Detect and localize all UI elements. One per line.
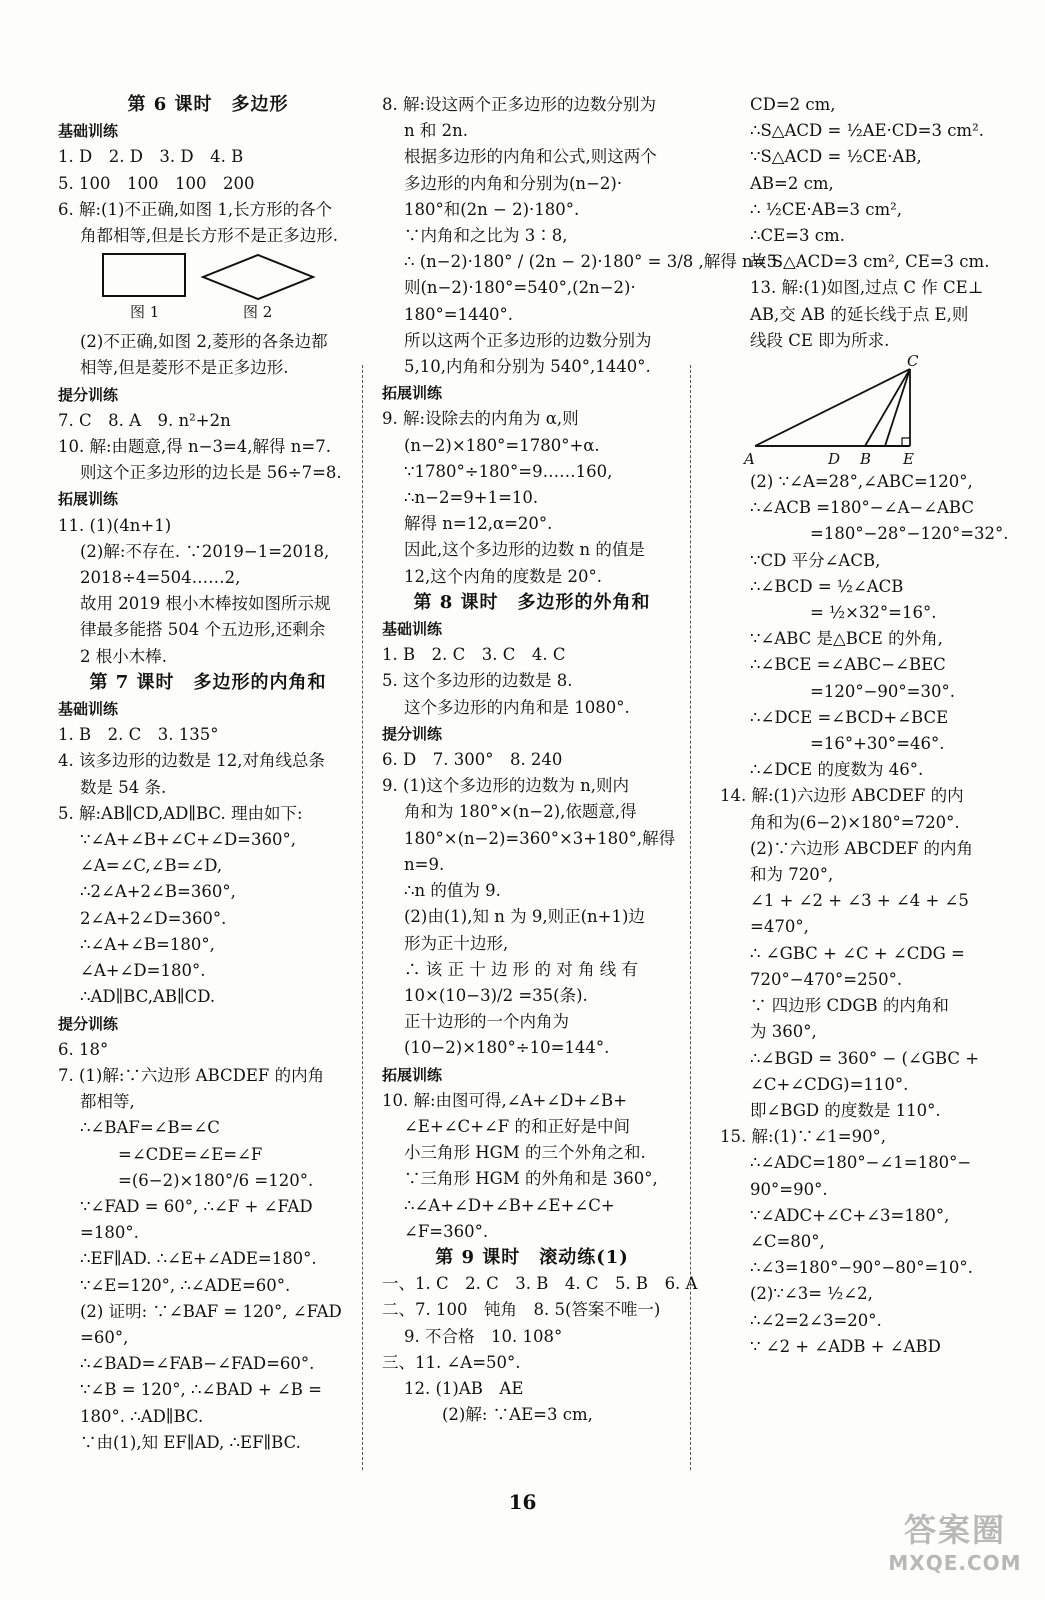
answer-line: (10−2)×180°÷10=144°. (404, 1038, 610, 1058)
answer-line: ∴∠BCD = ½∠ACB (750, 576, 904, 596)
answer-line: ∴∠BCE =∠ABC−∠BEC (750, 655, 946, 675)
answer-line: ∵三角形 HGM 的外角和是 360°, (404, 1169, 658, 1189)
answer-line: 13. 解:(1)如图,过点 C 作 CE⊥ (750, 278, 984, 298)
answer-line: 10. 解:由题意,得 n−3=4,解得 n=7. (58, 437, 331, 457)
answer-line: 5. 100 100 100 200 (58, 173, 255, 193)
rectangle-shape (103, 254, 185, 296)
section-improve: 提分训练 (382, 724, 443, 743)
answer-line: 9. 解:设除去的内角为 α,则 (382, 409, 579, 429)
column-divider-1 (362, 365, 363, 1470)
point-e-label: E (903, 450, 914, 469)
answer-line: 14. 解:(1)六边形 ABCDEF 的内 (720, 786, 964, 806)
answer-line: 6. D 7. 300° 8. 240 (382, 750, 563, 770)
answer-line: (2)解: ∵AE=3 cm, (442, 1405, 593, 1425)
answer-line: ∵∠E=120°, ∴∠ADE=60°. (80, 1275, 291, 1295)
point-c-label: C (907, 352, 919, 371)
answer-line: 2∠A+2∠D=360°. (80, 908, 227, 928)
answer-line: 5. 这个多边形的边数是 8. (382, 671, 573, 691)
answer-line: 线段 CE 即为所求. (750, 330, 890, 350)
answer-line: 形为正十边形, (404, 933, 509, 953)
answer-line: ∴∠ADC=180°−∠1=180°− (750, 1153, 972, 1173)
answer-line: 角和为 180°×(n−2),依题意,得 (404, 802, 637, 822)
answer-line: 为 360°, (750, 1022, 817, 1042)
answer-line: ∠1 + ∠2 + ∠3 + ∠4 + ∠5 (750, 891, 969, 911)
answer-line: ∴∠BAD=∠FAB−∠FAD=60°. (80, 1354, 315, 1374)
answer-line: 180°. ∴AD∥BC. (80, 1406, 204, 1426)
answer-line: ∴EF∥AD. ∴∠E+∠ADE=180°. (80, 1249, 317, 1269)
figure-2-caption: 图 2 (243, 303, 273, 322)
answer-line: 和为 720°, (750, 865, 834, 885)
answer-line: ∵∠A+∠B+∠C+∠D=360°, (80, 830, 296, 850)
answer-line: 1. B 2. C 3. 135° (58, 725, 219, 745)
answer-line: ∴∠BGD = 360° − (∠GBC + (750, 1048, 980, 1068)
answer-line: ∴∠DCE 的度数为 46°. (750, 760, 924, 780)
answer-line: 这个多边形的内角和是 1080°. (404, 697, 630, 717)
column-divider-2 (690, 365, 691, 1470)
answer-line: ∵∠ADC+∠C+∠3=180°, (750, 1205, 950, 1225)
answer-line: (n−2)×180°=1780°+α. (404, 435, 600, 455)
answer-line: 因此,这个多边形的边数 n 的值是 (404, 540, 645, 560)
answer-line: =180°. (80, 1223, 139, 1243)
answer-line: 正十边形的一个内角为 (404, 1012, 569, 1032)
answer-line: =120°−90°=30°. (810, 681, 955, 701)
answer-line: ∵∠ABC 是△BCE 的外角, (750, 629, 943, 649)
answer-line: 9. (1)这个多边形的边数为 n,则内 (382, 776, 629, 796)
answer-line: ∴ 该 正 十 边 形 的 对 角 线 有 (404, 959, 638, 979)
answer-line: ∴AD∥BC,AB∥CD. (80, 987, 216, 1007)
answer-line: (2) ∵∠A=28°,∠ABC=120°, (750, 472, 973, 492)
answer-line: =180°−28°−120°=32°. (810, 524, 1009, 544)
rhombus-shape (203, 255, 313, 299)
page-number: 16 (508, 1490, 537, 1514)
answer-line: 所以这两个正多边形的边数分别为 (404, 330, 652, 350)
section-extend: 拓展训练 (382, 384, 443, 403)
answer-line: ∴∠A+∠B=180°, (80, 934, 215, 954)
answer-line: n 和 2n. (404, 121, 468, 141)
answer-line: 6. 18° (58, 1039, 109, 1059)
answer-line: 小三角形 HGM 的三个外角之和. (404, 1143, 646, 1163)
answer-line: =(6−2)×180°/6 =120°. (118, 1170, 314, 1190)
section-improve: 提分训练 (58, 1014, 119, 1033)
answer-line: 7. (1)解:∵六边形 ABCDEF 的内角 (58, 1065, 325, 1085)
answer-line: 2018÷4=504……2, (80, 568, 241, 588)
answer-line: ∠E+∠C+∠F 的和正好是中间 (404, 1116, 630, 1136)
answer-line: ∴∠A+∠D+∠B+∠E+∠C+ (404, 1195, 615, 1215)
answer-line: =∠CDE=∠E=∠F (118, 1144, 263, 1164)
answer-line: n=9. (404, 854, 445, 874)
answer-line: 根据多边形的内角和公式,则这两个 (404, 147, 657, 167)
answer-line: ∴ ∠GBC + ∠C + ∠CDG = (750, 943, 965, 963)
answer-line: ∵CD 平分∠ACB, (750, 550, 881, 570)
answer-line: AB=2 cm, (750, 173, 834, 193)
answer-line: 720°−470°=250°. (750, 969, 903, 989)
answer-line: = ½×32°=16°. (810, 603, 937, 623)
answer-line: 10. 解:由图可得,∠A+∠D+∠B+ (382, 1090, 628, 1110)
right-angle-mark (902, 438, 910, 446)
answer-line: (2)∵六边形 ABCDEF 的内角 (750, 838, 974, 858)
section-basic: 基础训练 (58, 700, 119, 719)
answer-line: ∵由(1),知 EF∥AD, ∴EF∥BC. (80, 1432, 301, 1452)
answer-line: 8. 解:设这两个正多边形的边数分别为 (382, 95, 657, 114)
answer-line: ∴2∠A+2∠B=360°, (80, 882, 236, 902)
answer-line: (2)解:不存在. ∵2019−1=2018, (80, 541, 330, 561)
lesson-7-title: 第 7 课时 多边形的内角和 (89, 671, 327, 693)
answer-line: 9. 不合格 10. 108° (404, 1326, 563, 1346)
answer-line: 5,10,内角和分别为 540°,1440°. (404, 357, 651, 377)
answer-line: 180°=1440°. (404, 304, 514, 324)
answer-line: ∵1780°÷180°=9……160, (404, 461, 613, 481)
lesson-9-title: 第 9 课时 滚动练(1) (435, 1246, 629, 1268)
column-3 (720, 92, 1009, 1360)
shapes-figure (58, 249, 358, 329)
answer-line: ∠A=∠C,∠B=∠D, (80, 856, 223, 876)
answer-line: ∠A+∠D=180°. (80, 961, 206, 981)
answer-line: AB,交 AB 的延长线于点 E,则 (750, 304, 969, 324)
answer-line: ∴∠2=2∠3=20°. (750, 1310, 882, 1330)
answer-line: ∴∠3=180°−90°−80°=10°. (750, 1258, 973, 1278)
answer-line: ∴n−2=9+1=10. (404, 488, 539, 508)
answer-line: ∵内角和之比为 3∶8, (404, 226, 568, 246)
triangle-figure (744, 352, 995, 469)
answer-line: ∴CE=3 cm. (750, 226, 845, 246)
answer-line: ∴∠DCE =∠BCD+∠BCE (750, 707, 949, 727)
section-basic: 基础训练 (382, 620, 443, 639)
answer-line: ∵ ∠2 + ∠ADB + ∠ABD (750, 1336, 941, 1356)
answer-line: ∴ ½CE·AB=3 cm², (750, 199, 903, 219)
answer-line: 5. 解:AB∥CD,AD∥BC. 理由如下: (58, 803, 303, 823)
answer-line: 一、1. C 2. C 3. B 4. C 5. B 6. A (382, 1274, 698, 1294)
answer-line: ∴∠ACB =180°−∠A−∠ABC (750, 498, 974, 518)
figures-rectangle-rhombus (58, 249, 358, 329)
answer-line: (2) 证明: ∵∠BAF = 120°, ∠FAD (80, 1301, 342, 1321)
answer-line: 三、11. ∠A=50°. (382, 1352, 521, 1372)
point-d-label: D (828, 450, 841, 469)
answer-line: 多边形的内角和分别为(n−2)· (404, 173, 623, 193)
answer-line: (2)不正确,如图 2,菱形的各条边都 (80, 332, 328, 352)
answer-line: 角都相等,但是长方形不是正多边形. (80, 226, 338, 246)
answer-line: 10×(10−3)/2 =35(条). (404, 985, 588, 1005)
answer-line: ∴∠BAF=∠B=∠C (80, 1118, 220, 1138)
answer-line: 则这个正多边形的边长是 56÷7=8. (80, 463, 342, 483)
answer-line: ∵ 四边形 CDGB 的内角和 (750, 996, 949, 1016)
answer-line: 即∠BGD 的度数是 110°. (750, 1100, 941, 1120)
answer-line: 都相等, (80, 1092, 135, 1112)
answer-line: 则(n−2)·180°=540°,(2n−2)· (404, 278, 636, 298)
answer-line: 故用 2019 根小木棒按如图所示规 (80, 594, 331, 614)
section-improve: 提分训练 (58, 385, 119, 404)
answer-line: 180°和(2n − 2)·180°. (404, 199, 580, 219)
answer-line: 15. 解:(1)∵∠1=90°, (720, 1127, 887, 1147)
answer-line: 律最多能搭 504 个五边形,还剩余 (80, 620, 326, 640)
answer-line: ∴ (n−2)·180° / (2n − 2)·180° = 3/8 ,解得 n=5. (404, 252, 783, 272)
answer-line: 数是 54 条. (80, 777, 167, 797)
answer-line: ∠C=80°, (750, 1231, 825, 1251)
figure-1-caption: 图 1 (130, 303, 160, 322)
answer-line: ∵∠FAD = 60°, ∴∠F + ∠FAD (80, 1196, 313, 1216)
answer-line: =60°, (80, 1327, 129, 1347)
answer-line: 12. (1)AB AE (404, 1378, 524, 1398)
answer-line: ∠C+∠CDG)=110°. (750, 1074, 909, 1094)
answer-line: 90°=90°. (750, 1179, 828, 1199)
answer-line: 4. 该多边形的边数是 12,对角线总条 (58, 751, 325, 771)
answer-line: 解得 n=12,α=20°. (404, 514, 553, 534)
answer-line: 相等,但是菱形不是正多边形. (80, 358, 289, 378)
lesson-6-title: 第 6 课时 多边形 (127, 94, 289, 115)
point-b-label: B (860, 450, 872, 469)
answer-line: (2)由(1),知 n 为 9,则正(n+1)边 (404, 907, 645, 927)
answer-line: 11. (1)(4n+1) (58, 515, 172, 535)
answer-line: =16°+30°=46°. (810, 734, 945, 754)
answer-line: 故 S△ACD=3 cm², CE=3 cm. (750, 252, 990, 272)
answer-line: 7. C 8. A 9. n²+2n (58, 410, 231, 430)
answer-line: 6. 解:(1)不正确,如图 1,长方形的各个 (58, 199, 333, 219)
answer-line: ∵∠B = 120°, ∴∠BAD + ∠B = (80, 1380, 322, 1400)
answer-line: (2)∵∠3= ½∠2, (750, 1284, 873, 1304)
column-1 (58, 92, 358, 1456)
answer-line: 角和为(6−2)×180°=720°. (750, 812, 960, 832)
answer-line: 180°×(n−2)=360°×3+180°,解得 (404, 828, 676, 848)
answer-line: 2 根小木棒. (80, 646, 167, 666)
answer-line: ∴n 的值为 9. (404, 881, 501, 901)
point-a-label: A (744, 450, 755, 469)
answer-line: ∠F=360°. (404, 1221, 489, 1241)
answer-line: CD=2 cm, (750, 95, 836, 114)
answer-line: ∵S△ACD = ½CE·AB, (750, 147, 922, 167)
section-extend: 拓展训练 (58, 490, 119, 509)
answer-line: 12,这个内角的度数是 20°. (404, 566, 602, 586)
watermark (880, 1505, 1030, 1575)
lesson-8-title: 第 8 课时 多边形的外角和 (413, 591, 651, 613)
answer-line: =470°, (750, 917, 809, 937)
section-extend: 拓展训练 (382, 1065, 443, 1084)
answer-line: ∴S△ACD = ½AE·CD=3 cm². (750, 121, 984, 141)
answer-line: 1. D 2. D 3. D 4. B (58, 147, 244, 167)
answer-line: 1. B 2. C 3. C 4. C (382, 645, 566, 665)
answer-line: 二、7. 100 钝角 8. 5(答案不唯一) (382, 1300, 661, 1320)
watermark-logo: 答案圈 (903, 1511, 1006, 1549)
watermark-url: MXQE.COM (888, 1551, 1022, 1575)
section-basic: 基础训练 (58, 122, 119, 141)
